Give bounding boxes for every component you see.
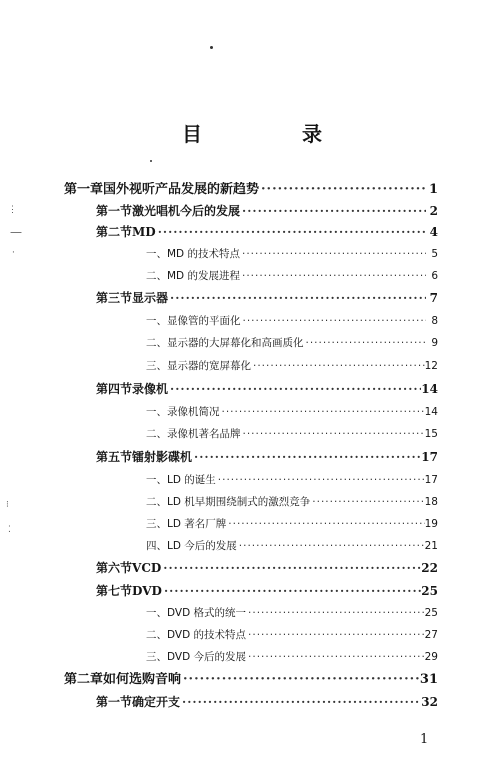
toc-entry-section[interactable] [96, 381, 438, 397]
toc-entry-title: 一、显像管的平面化 [146, 315, 241, 327]
margin-scan-mark: · [12, 248, 15, 258]
toc-entry-sub[interactable] [146, 494, 438, 510]
toc-leader-dots [246, 649, 425, 665]
toc-entry-sub[interactable] [146, 313, 438, 329]
margin-scan-mark: ⁝ [6, 500, 9, 510]
toc-entry-title: 四、LD 今后的发展 [146, 540, 237, 552]
toc-entry-page: 14 [424, 406, 438, 418]
toc-entry-number: 第一章 [64, 182, 104, 197]
toc-leader-dots [161, 560, 421, 576]
toc-leader-dots [241, 426, 425, 442]
toc-entry-title: 一、DVD 格式的统一 [146, 607, 247, 619]
toc-entry-title: 如何选购音响 [103, 672, 182, 687]
toc-entry-number: 第六节 [96, 561, 133, 575]
toc-entry-sub[interactable] [146, 246, 438, 262]
toc-leader-dots [259, 182, 426, 198]
toc-entry-title: 二、DVD 的技术特点 [146, 629, 247, 641]
toc-entry-page: 8 [431, 315, 438, 327]
toc-entry-section[interactable] [96, 203, 438, 219]
toc-entry-page: 31 [419, 672, 438, 687]
toc-leader-dots [240, 246, 426, 262]
toc-leader-dots [241, 313, 427, 329]
toc-entry-page: 4 [429, 225, 438, 239]
toc-entry-page: 6 [431, 270, 438, 282]
toc-entry-number: 第二章 [64, 672, 104, 687]
toc-entry-number: 第七节 [96, 584, 133, 598]
toc-entry-title: 镭射影碟机 [132, 450, 193, 464]
toc-entry-section[interactable] [96, 694, 438, 710]
toc-entry-section[interactable] [96, 560, 438, 576]
toc-entry-number: 第四节 [96, 382, 133, 396]
toc-leader-dots [156, 224, 426, 240]
toc-leader-dots [181, 672, 420, 688]
toc-entry-sub[interactable] [146, 649, 438, 665]
toc-entry-title: 二、录像机著名品牌 [146, 428, 241, 440]
toc-leader-dots [246, 605, 425, 621]
toc-leader-dots [168, 381, 421, 397]
toc-entry-title: 三、显示器的宽屏幕化 [146, 360, 251, 372]
toc-entry-title: 录像机 [132, 382, 169, 396]
margin-scan-mark: ⁚ [8, 525, 11, 535]
toc-entry-title: VCD [132, 561, 162, 575]
toc-entry-page: 7 [429, 291, 438, 305]
toc-entry-section[interactable] [96, 583, 438, 599]
toc-entry-page: 12 [424, 360, 438, 372]
toc-entry-section[interactable] [96, 290, 438, 306]
toc-entry-number: 第一节 [96, 204, 133, 218]
margin-scan-mark: ⋮ [8, 205, 17, 215]
toc-entry-sub[interactable] [146, 426, 438, 442]
toc-entry-chapter[interactable] [64, 672, 438, 688]
toc-leader-dots [226, 516, 424, 532]
toc-entry-page: 15 [424, 428, 438, 440]
toc-entry-title: 激光唱机今后的发展 [132, 204, 241, 218]
toc-entry-title: 三、LD 著名厂牌 [146, 518, 227, 530]
toc-leader-dots [168, 290, 426, 306]
toc-entry-number: 第二节 [96, 225, 133, 239]
toc-entry-sub[interactable] [146, 538, 438, 554]
toc-leader-dots [237, 538, 425, 554]
toc-leader-dots [240, 203, 426, 219]
toc-leader-dots [216, 472, 425, 488]
scan-speck [150, 160, 152, 162]
toc-entry-sub[interactable] [146, 268, 438, 284]
toc-entry-page: 27 [424, 629, 438, 641]
toc-entry-sub[interactable] [146, 605, 438, 621]
toc-entry-page: 9 [431, 337, 438, 349]
toc-entry-title: 一、MD 的技术特点 [146, 248, 240, 260]
toc-entry-page: 17 [424, 474, 438, 486]
toc-entry-chapter[interactable] [64, 182, 438, 198]
toc-entry-page: 5 [431, 248, 438, 260]
toc-entry-title: 一、录像机简况 [146, 406, 220, 418]
toc-entry-number: 第三节 [96, 291, 133, 305]
scan-speck [210, 46, 213, 49]
toc-entry-page: 22 [421, 561, 438, 575]
toc-entry-page: 17 [421, 450, 438, 464]
toc-entry-page: 14 [421, 382, 438, 396]
toc-entry-page: 1 [428, 182, 438, 197]
toc-entry-page: 18 [424, 496, 438, 508]
toc-leader-dots [192, 449, 421, 465]
toc-leader-dots [251, 358, 425, 374]
toc-entry-title: 显示器 [132, 291, 169, 305]
toc-entry-title: 二、LD 机早期围绕制式的激烈竞争 [146, 496, 311, 508]
toc-entry-sub[interactable] [146, 472, 438, 488]
toc-entry-sub[interactable] [146, 627, 438, 643]
toc-entry-section[interactable] [96, 224, 438, 240]
toc-entry-page: 25 [424, 607, 438, 619]
toc-entry-sub[interactable] [146, 404, 438, 420]
toc-leader-dots [310, 494, 424, 510]
toc-entry-page: 25 [421, 584, 438, 598]
toc-entry-title: 一、LD 的诞生 [146, 474, 216, 486]
toc-leader-dots [304, 335, 427, 351]
toc-entry-title: DVD [132, 584, 162, 598]
toc-entry-title: 二、MD 的发展进程 [146, 270, 240, 282]
toc-entry-sub[interactable] [146, 335, 438, 351]
toc-entry-title: 二、显示器的大屏幕化和高画质化 [146, 337, 304, 349]
toc-entry-title: 确定开支 [132, 695, 181, 709]
toc-entry-page: 32 [421, 695, 438, 709]
toc-leader-dots [220, 404, 425, 420]
page-number: 1 [420, 732, 429, 747]
toc-entry-number: 第一节 [96, 695, 133, 709]
toc-entry-title: 三、DVD 今后的发展 [146, 651, 247, 663]
page-title: 目 录 [182, 122, 362, 146]
toc-leader-dots [240, 268, 426, 284]
toc-entry-number: 第五节 [96, 450, 133, 464]
toc-entry-page: 21 [424, 540, 438, 552]
toc-entry-sub[interactable] [146, 358, 438, 374]
toc-leader-dots [162, 583, 421, 599]
toc-entry-section[interactable] [96, 449, 438, 465]
toc-leader-dots [180, 694, 421, 710]
toc-entry-page: 2 [429, 204, 438, 218]
toc-entry-page: 19 [424, 518, 438, 530]
toc-leader-dots [246, 627, 425, 643]
toc-entry-title: 国外视听产品发展的新趋势 [103, 182, 260, 197]
toc-entry-sub[interactable] [146, 516, 438, 532]
margin-scan-mark: — [10, 225, 22, 239]
toc-entry-page: 29 [424, 651, 438, 663]
toc-entry-title: MD [132, 225, 156, 239]
